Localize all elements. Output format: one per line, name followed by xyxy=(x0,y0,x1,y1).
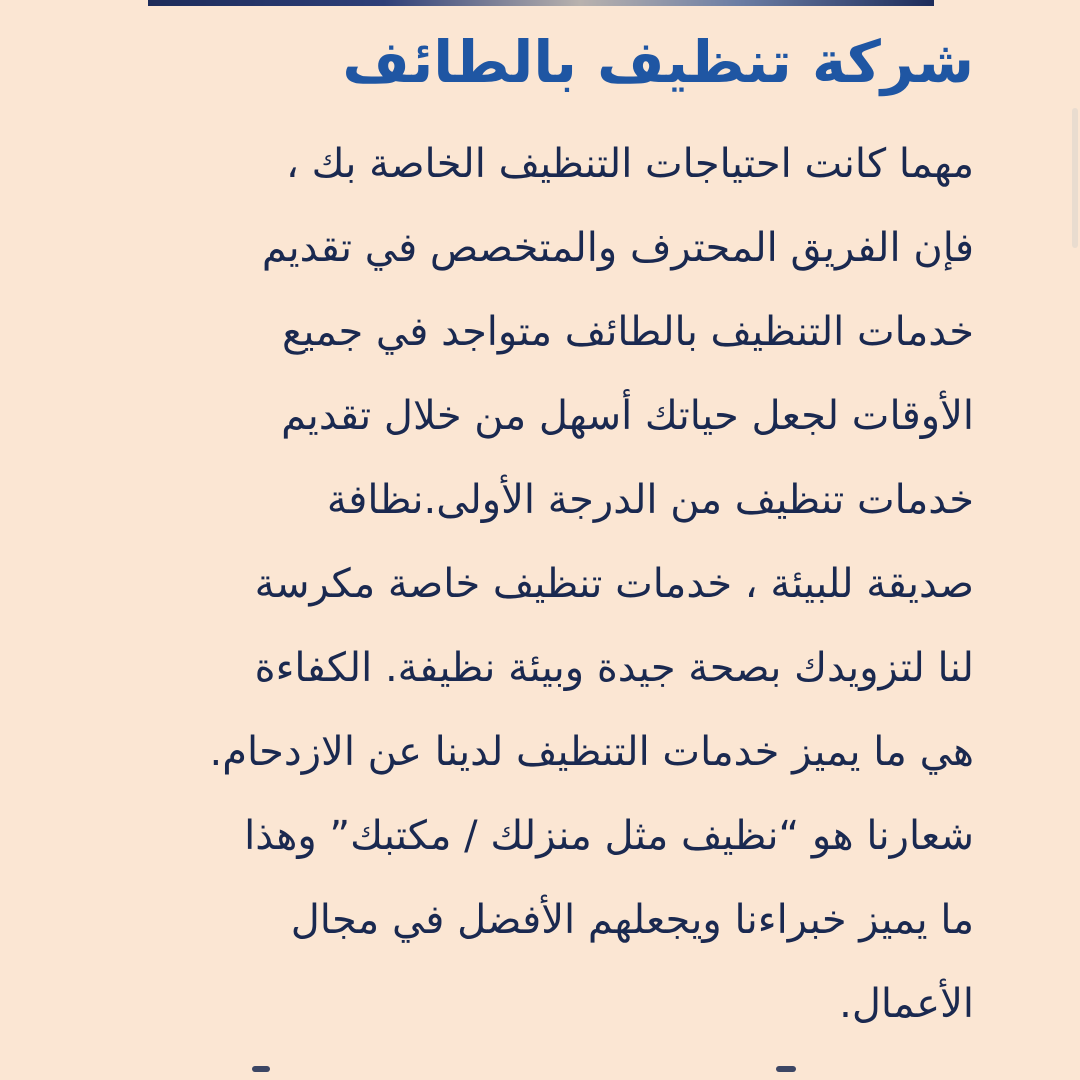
body-line: خدمات تنظيف من الدرجة الأولى.نظافة xyxy=(326,477,974,523)
body-line: الأوقات لجعل حياتك أسهل من خلال تقديم xyxy=(281,393,974,439)
body-line: شعارنا هو “نظيف مثل منزلك / مكتبك” وهذا xyxy=(244,813,974,859)
top-image-edge xyxy=(148,0,934,6)
body-line: فإن الفريق المحترف والمتخصص في تقديم xyxy=(261,225,974,271)
article-body xyxy=(106,122,974,1046)
body-line: لنا لتزويدك بصحة جيدة وبيئة نظيفة. الكفاءة xyxy=(254,645,974,691)
article-heading: شركة تنظيف بالطائف xyxy=(342,28,974,96)
body-line: الأعمال. xyxy=(839,981,974,1027)
next-line-clipped xyxy=(0,1058,1080,1080)
body-line: خدمات التنظيف بالطائف متواجد في جميع xyxy=(281,309,974,355)
clipped-text-mark xyxy=(776,1066,796,1072)
body-line: هي ما يميز خدمات التنظيف لدينا عن الازدحام. xyxy=(209,729,974,775)
body-line: صديقة للبيئة ، خدمات تنظيف خاصة مكرسة xyxy=(254,561,974,607)
scrollbar-thumb[interactable] xyxy=(1072,108,1078,248)
body-line: ما يميز خبراءنا ويجعلهم الأفضل في مجال xyxy=(290,897,974,943)
body-line: مهما كانت احتياجات التنظيف الخاصة بك ، xyxy=(285,141,974,187)
clipped-text-mark xyxy=(252,1066,270,1072)
scrollbar[interactable] xyxy=(1070,108,1080,248)
